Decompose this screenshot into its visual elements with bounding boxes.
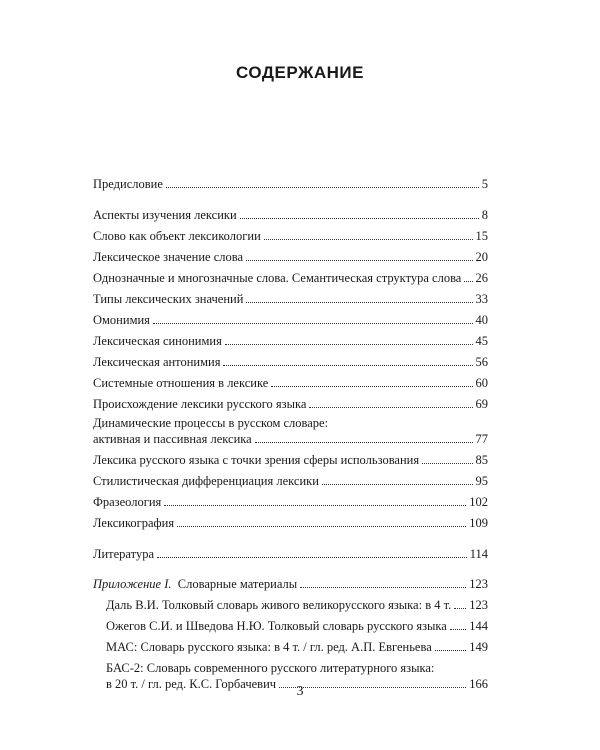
- toc-entry-page: 60: [475, 376, 488, 390]
- toc-entry-title: Даль В.И. Толковый словарь живого великорусского языка: в 4 т.: [106, 598, 452, 612]
- toc-entry-page: 123: [469, 577, 488, 591]
- toc-entry[interactable]: [93, 249, 488, 265]
- dot-leader: [322, 484, 473, 485]
- toc-entry-title-line1: Динамические процессы в русском словаре:: [93, 416, 329, 430]
- toc-entry-appendix[interactable]: [93, 576, 488, 592]
- dot-leader: [164, 505, 466, 506]
- toc-entry-title: Фразеология: [93, 495, 162, 509]
- toc-entry[interactable]: [93, 207, 488, 223]
- toc-entry-title: Аспекты изучения лексики: [93, 208, 237, 222]
- toc-entry-title: Системные отношения в лексике: [93, 376, 269, 390]
- toc-entry-page: 20: [475, 250, 488, 264]
- toc-entry-preface[interactable]: [93, 176, 488, 192]
- dot-leader: [271, 386, 472, 387]
- toc-entry[interactable]: [93, 396, 488, 412]
- toc-entry-page: 102: [469, 495, 488, 509]
- toc-entry-title: Лексика русского языка с точки зрения сферы использования: [93, 453, 420, 467]
- dot-leader: [223, 365, 472, 366]
- toc-entry-title: Омонимия: [93, 313, 150, 327]
- dot-leader: [153, 323, 473, 324]
- dot-leader: [240, 218, 479, 219]
- dot-leader: [435, 650, 466, 651]
- toc-entry[interactable]: [93, 333, 488, 349]
- dot-leader: [225, 344, 473, 345]
- toc-entry-page: 166: [469, 677, 488, 691]
- toc-entry[interactable]: [93, 291, 488, 307]
- toc-entry-page: 5: [481, 177, 488, 191]
- dot-leader: [157, 557, 467, 558]
- dot-leader: [264, 239, 473, 240]
- toc-entry-page: 33: [475, 292, 488, 306]
- toc-entry-title: Однозначные и многозначные слова. Семантическая структура слова: [93, 271, 462, 285]
- toc-entry-title: Типы лексических значений: [93, 292, 244, 306]
- toc-entry-page: 114: [469, 547, 488, 561]
- dot-leader: [246, 260, 472, 261]
- toc-entry-title: Стилистическая дифференциация лексики: [93, 474, 319, 488]
- toc-entry-page: 149: [469, 640, 488, 654]
- toc-entry-two-line[interactable]: [93, 415, 488, 447]
- dot-leader: [177, 526, 466, 527]
- toc-entry-page: 56: [475, 355, 488, 369]
- toc-entry[interactable]: [93, 515, 488, 531]
- dot-leader: [464, 281, 472, 282]
- toc-entry-page: 69: [475, 397, 488, 411]
- toc-subentry[interactable]: [106, 618, 488, 634]
- page-number: 3: [296, 684, 304, 699]
- toc-entry-title: Слово как объект лексикологии: [93, 229, 261, 243]
- page-title: СОДЕРЖАНИЕ: [236, 63, 364, 82]
- toc-entry-page: 85: [475, 453, 488, 467]
- dot-leader: [255, 442, 473, 443]
- toc-entry-title: Предисловие: [93, 177, 163, 191]
- toc-entry-page: 109: [469, 516, 488, 530]
- toc-entry[interactable]: [93, 228, 488, 244]
- toc-entry-page: 123: [469, 598, 488, 612]
- toc-entry-page: 15: [475, 229, 488, 243]
- toc-entry-title: Происхождение лексики русского языка: [93, 397, 307, 411]
- toc-entry-title: МАС: Словарь русского языка: в 4 т. / гл. ред. А.П. Евгеньева: [106, 640, 432, 654]
- toc-entry-page: 45: [475, 334, 488, 348]
- toc-entry[interactable]: [93, 452, 488, 468]
- dot-leader: [309, 407, 472, 408]
- toc-entry-title: Лексическая синонимия: [93, 334, 222, 348]
- toc-entry[interactable]: [93, 494, 488, 510]
- toc-entry-title: Литература: [93, 547, 154, 561]
- dot-leader: [246, 302, 472, 303]
- toc-entry-title: Лексическое значение слова: [93, 250, 244, 264]
- dot-leader: [300, 587, 466, 588]
- toc-entry-page: 95: [475, 474, 488, 488]
- toc-entry[interactable]: [93, 354, 488, 370]
- toc-entry-title: Лексикография: [93, 516, 175, 530]
- toc-entry-page: 8: [481, 208, 488, 222]
- dot-leader: [422, 463, 472, 464]
- toc-entry-page: 77: [475, 432, 488, 446]
- toc-entry-title: в 20 т. / гл. ред. К.С. Горбачевич: [106, 677, 277, 691]
- toc-entry-title-line1: БАС-2: Словарь современного русского литературного языка:: [106, 661, 435, 675]
- toc-entry[interactable]: [93, 375, 488, 391]
- dot-leader: [454, 608, 466, 609]
- dot-leader: [450, 629, 466, 630]
- toc-entry[interactable]: [93, 270, 488, 286]
- toc-entry-title: Словарные материалы: [177, 577, 298, 591]
- toc-entry[interactable]: [93, 312, 488, 328]
- appendix-label: Приложение I.: [93, 577, 172, 591]
- toc-entry-title: активная и пассивная лексика: [93, 432, 252, 446]
- toc-entry-title: Лексическая антонимия: [93, 355, 221, 369]
- toc-entry-page: 40: [475, 313, 488, 327]
- dot-leader: [166, 187, 479, 188]
- toc-entry-page: 26: [475, 271, 488, 285]
- toc-subentry[interactable]: [106, 639, 488, 655]
- toc-entry[interactable]: [93, 473, 488, 489]
- toc-entry-title: Ожегов С.И. и Шведова Н.Ю. Толковый словарь русского языка: [106, 619, 447, 633]
- toc-entry-page: 144: [469, 619, 488, 633]
- toc-entry-literature[interactable]: [93, 546, 488, 562]
- toc-subentry[interactable]: [106, 597, 488, 613]
